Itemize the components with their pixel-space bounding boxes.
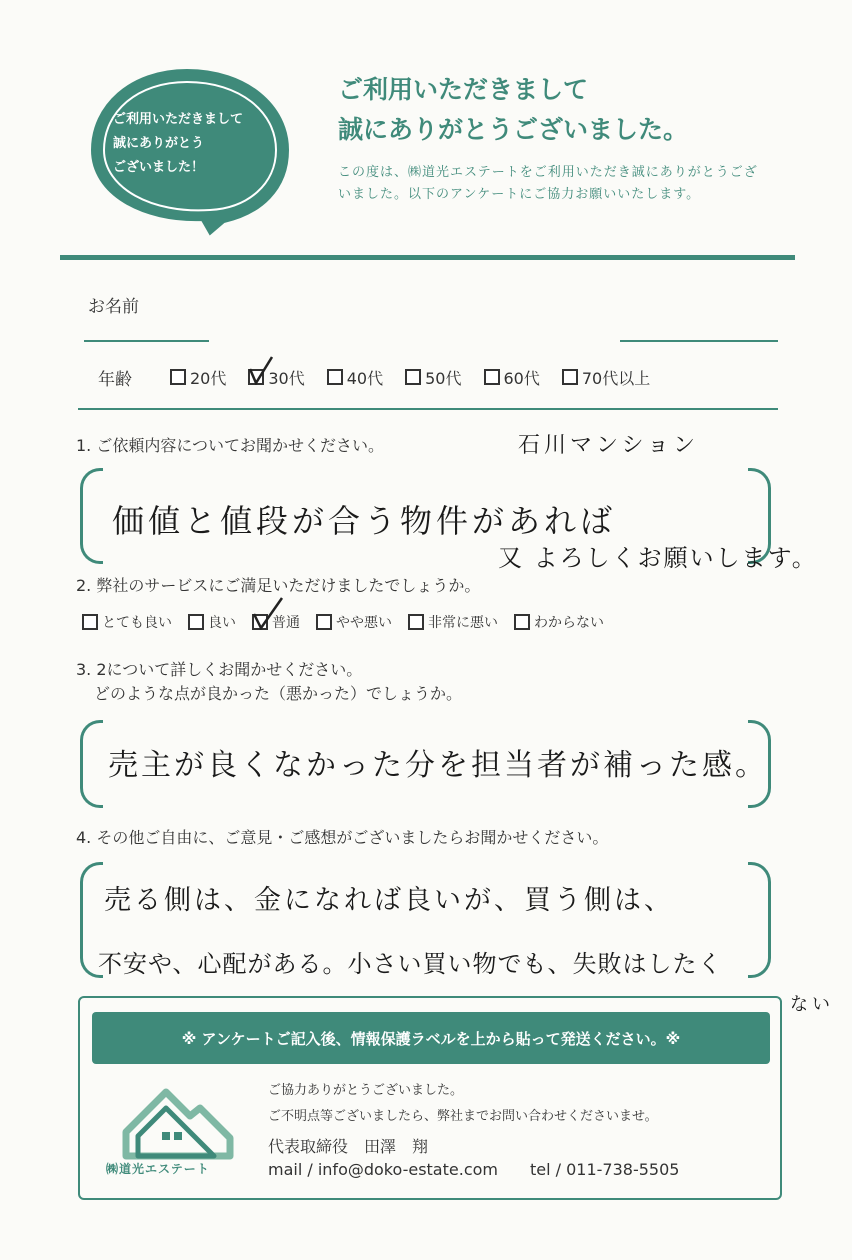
sat-option-somewhat-bad[interactable]	[316, 612, 392, 632]
divider	[620, 340, 778, 342]
footer-line: ご協力ありがとうございました。	[268, 1083, 464, 1098]
checkbox[interactable]	[82, 614, 98, 630]
name-label: お名前	[88, 297, 139, 317]
option-label: 50代	[425, 368, 462, 388]
age-option-60[interactable]	[484, 366, 540, 389]
bracket-left	[80, 468, 103, 564]
age-option-20[interactable]	[170, 366, 226, 389]
bracket-left	[80, 720, 103, 808]
age-option-50[interactable]	[405, 366, 461, 389]
page-title	[338, 70, 688, 150]
email-link[interactable]: mail / info@doko-estate.com	[268, 1160, 498, 1179]
sat-option-normal[interactable]	[252, 612, 300, 632]
option-label: やや悪い	[336, 615, 392, 631]
question-3-line-2: どのような点が良かった（悪かった）でしょうか。	[94, 684, 463, 703]
footer-line: ご不明点等ございましたら、弊社までお問い合わせくださいませ。	[268, 1109, 658, 1124]
sat-option-very-bad[interactable]	[408, 612, 498, 632]
checkmark-icon	[252, 596, 284, 630]
checkbox[interactable]	[188, 614, 204, 630]
notice-banner: ※ アンケートご記入後、情報保護ラベルを上から貼って発送ください。※	[92, 1012, 770, 1064]
bracket-right	[748, 862, 771, 978]
checkbox[interactable]	[327, 369, 343, 385]
bubble-line: ご利用いただきまして	[113, 112, 244, 127]
company-logo-label: ㈱道光エステート	[106, 1162, 210, 1176]
option-label: 良い	[208, 615, 236, 631]
contact-info	[268, 1160, 679, 1179]
checkbox-checked[interactable]	[248, 369, 264, 385]
question-3-line-1: 3. 2について詳しくお聞かせください。	[76, 660, 363, 679]
answer-4-line-1: 売る側は、金になれば良いが、買う側は、	[104, 885, 674, 916]
checkbox[interactable]	[170, 369, 186, 385]
intro-text: この度は、㈱道光エステートをご利用いただき誠にありがとうございました。以下のアンケートにご協力お願いいたします。	[338, 165, 758, 202]
bubble-line: ございました！	[113, 160, 205, 175]
phone-link[interactable]: tel / 011-738-5505	[529, 1160, 680, 1179]
age-row	[98, 362, 778, 392]
checkbox[interactable]	[484, 369, 500, 385]
sat-option-very-good[interactable]	[82, 612, 172, 632]
satisfaction-row	[82, 612, 782, 632]
option-label: 非常に悪い	[428, 615, 498, 631]
age-option-70[interactable]	[562, 366, 650, 389]
answer-4-line-3: ない	[790, 994, 834, 1015]
checkbox[interactable]	[562, 369, 578, 385]
checkbox[interactable]	[316, 614, 332, 630]
divider	[78, 408, 778, 410]
checkbox[interactable]	[405, 369, 421, 385]
checkbox[interactable]	[408, 614, 424, 630]
answer-1-line-2: 又 よろしくお願いします。	[498, 544, 818, 572]
footer-thanks	[268, 1078, 658, 1130]
option-label: 70代以上	[581, 368, 651, 388]
bubble-text	[113, 108, 283, 180]
sat-option-good[interactable]	[188, 612, 236, 632]
option-label: わからない	[534, 615, 604, 631]
option-label: 60代	[503, 368, 540, 388]
option-label: とても良い	[102, 615, 172, 631]
answer-1-line-1: 価値と値段が合う物件があれば	[112, 502, 617, 540]
checkbox-checked[interactable]	[252, 614, 268, 630]
age-label: 年齢	[98, 369, 132, 390]
property-name: 石川マンション	[518, 433, 700, 458]
answer-4-line-2: 不安や、心配がある。小さい買い物でも、失敗はしたく	[98, 950, 723, 978]
option-label: 30代	[268, 368, 305, 388]
question-4: 4. その他ご自由に、ご意見・ご感想がございましたらお聞かせください。	[76, 828, 609, 847]
answer-3: 売主が良くなかった分を担当者が補った感。	[108, 748, 768, 783]
title-line: 誠にありがとうございました。	[338, 115, 689, 144]
age-option-40[interactable]	[327, 366, 383, 389]
sat-option-unknown[interactable]	[514, 612, 604, 632]
option-label: 20代	[190, 368, 227, 388]
divider	[84, 340, 209, 342]
bubble-line: 誠にありがとう	[113, 136, 205, 151]
question-1: 1. ご依頼内容についてお聞かせください。	[76, 436, 385, 455]
age-option-30[interactable]	[248, 366, 304, 389]
option-label: 40代	[346, 368, 384, 388]
checkbox[interactable]	[514, 614, 530, 630]
option-label: 普通	[272, 615, 300, 631]
divider	[60, 255, 795, 260]
title-line: ご利用いただきまして	[338, 75, 589, 104]
representative: 代表取締役 田澤 翔	[268, 1137, 429, 1156]
checkmark-icon	[248, 355, 274, 385]
question-2: 2. 弊社のサービスにご満足いただけましたでしょうか。	[76, 576, 481, 595]
